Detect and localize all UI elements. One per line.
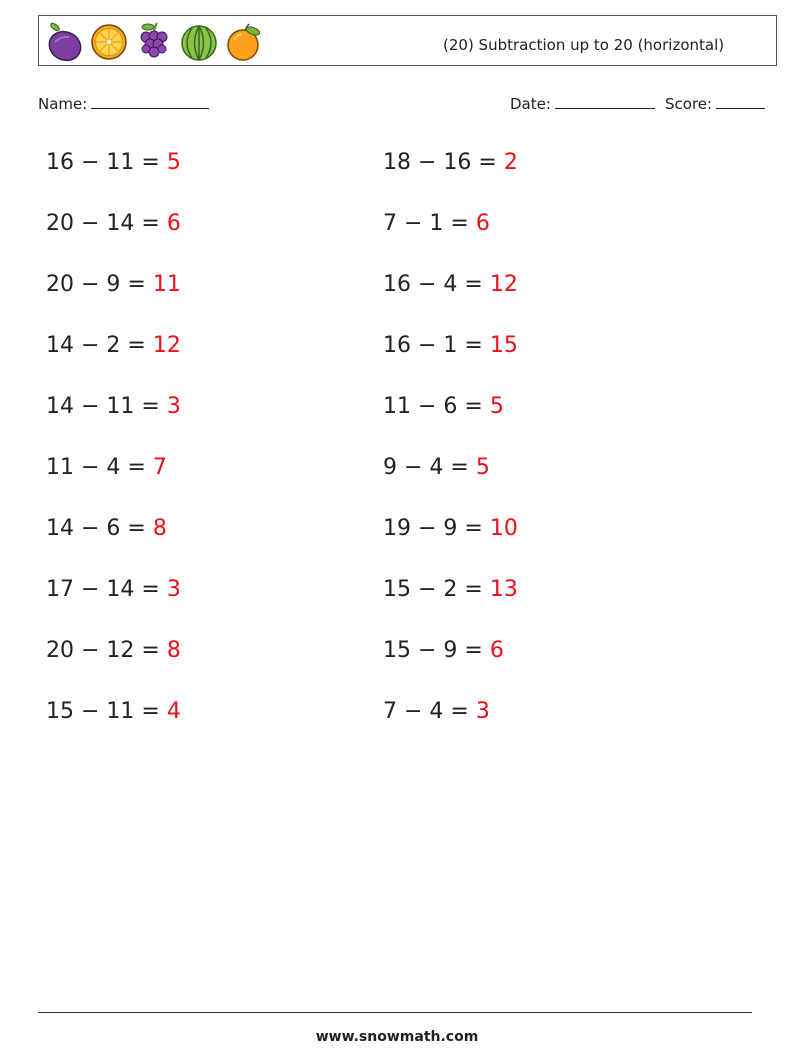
problem-answer: 7 [152,455,167,480]
problem-answer: 5 [489,394,504,419]
problem-answer: 6 [475,211,490,236]
problem-expression: 11 − 6 = [383,394,483,419]
problem-item [46,575,181,636]
problem-item [383,209,518,270]
problem-answer: 4 [166,699,181,724]
worksheet-header [38,15,777,66]
problems-left-column [46,148,181,758]
problem-answer: 12 [489,272,518,297]
problem-item [46,392,181,453]
problem-answer: 15 [489,333,518,358]
problem-item [383,514,518,575]
problem-answer: 3 [166,394,181,419]
problem-answer: 8 [152,516,167,541]
problem-expression: 15 − 2 = [383,577,483,602]
orange-slice-icon [90,22,128,62]
score-field[interactable] [665,94,765,113]
problem-item [383,697,518,758]
problem-expression: 17 − 14 = [46,577,160,602]
problem-expression: 16 − 1 = [383,333,483,358]
problem-item [383,636,518,697]
problem-item [46,270,181,331]
problem-expression: 7 − 4 = [383,699,469,724]
problem-answer: 2 [503,150,518,175]
problem-item [383,270,518,331]
problem-answer: 12 [152,333,181,358]
watermelon-icon [180,22,218,62]
problem-item [46,697,181,758]
problem-expression: 14 − 6 = [46,516,146,541]
problem-expression: 20 − 14 = [46,211,160,236]
problem-answer: 6 [166,211,181,236]
problem-answer: 3 [475,699,490,724]
problem-answer: 3 [166,577,181,602]
worksheet-title: (20) Subtraction up to 20 (horizontal) [443,36,725,54]
problem-expression: 20 − 12 = [46,638,160,663]
problem-item [46,148,181,209]
problem-expression: 11 − 4 = [46,455,146,480]
problem-expression: 9 − 4 = [383,455,469,480]
problem-expression: 15 − 9 = [383,638,483,663]
date-label: Date: [510,95,551,113]
problem-answer: 11 [152,272,181,297]
problem-item [383,575,518,636]
problem-expression: 19 − 9 = [383,516,483,541]
problem-expression: 14 − 11 = [46,394,160,419]
problem-item [46,453,181,514]
problem-expression: 14 − 2 = [46,333,146,358]
problem-expression: 16 − 4 = [383,272,483,297]
name-blank[interactable] [91,94,209,109]
problem-item [383,148,518,209]
problem-expression: 15 − 11 = [46,699,160,724]
problem-item [383,453,518,514]
score-label: Score: [665,95,713,113]
footer-divider [38,1012,752,1013]
orange-icon [225,22,263,62]
score-blank[interactable] [716,94,765,109]
problem-expression: 20 − 9 = [46,272,146,297]
problem-answer: 8 [166,638,181,663]
problem-answer: 5 [475,455,490,480]
problem-item [46,514,181,575]
grapes-icon [135,22,173,62]
date-field[interactable] [510,94,655,113]
footer-url[interactable]: www.snowmath.com [315,1029,479,1045]
problem-item [46,209,181,270]
problem-item [383,392,518,453]
problem-item [383,331,518,392]
fruit-icons [45,21,263,63]
problem-answer: 10 [489,516,518,541]
name-field[interactable] [38,94,209,113]
problem-expression: 16 − 11 = [46,150,160,175]
problem-answer: 6 [489,638,504,663]
problem-item [46,331,181,392]
problem-expression: 18 − 16 = [383,150,497,175]
date-blank[interactable] [555,94,655,109]
problem-answer: 5 [166,150,181,175]
problems-right-column [383,148,518,758]
problem-answer: 13 [489,577,518,602]
plum-icon [45,22,83,62]
name-label: Name: [38,95,88,113]
problem-item [46,636,181,697]
problem-expression: 7 − 1 = [383,211,469,236]
